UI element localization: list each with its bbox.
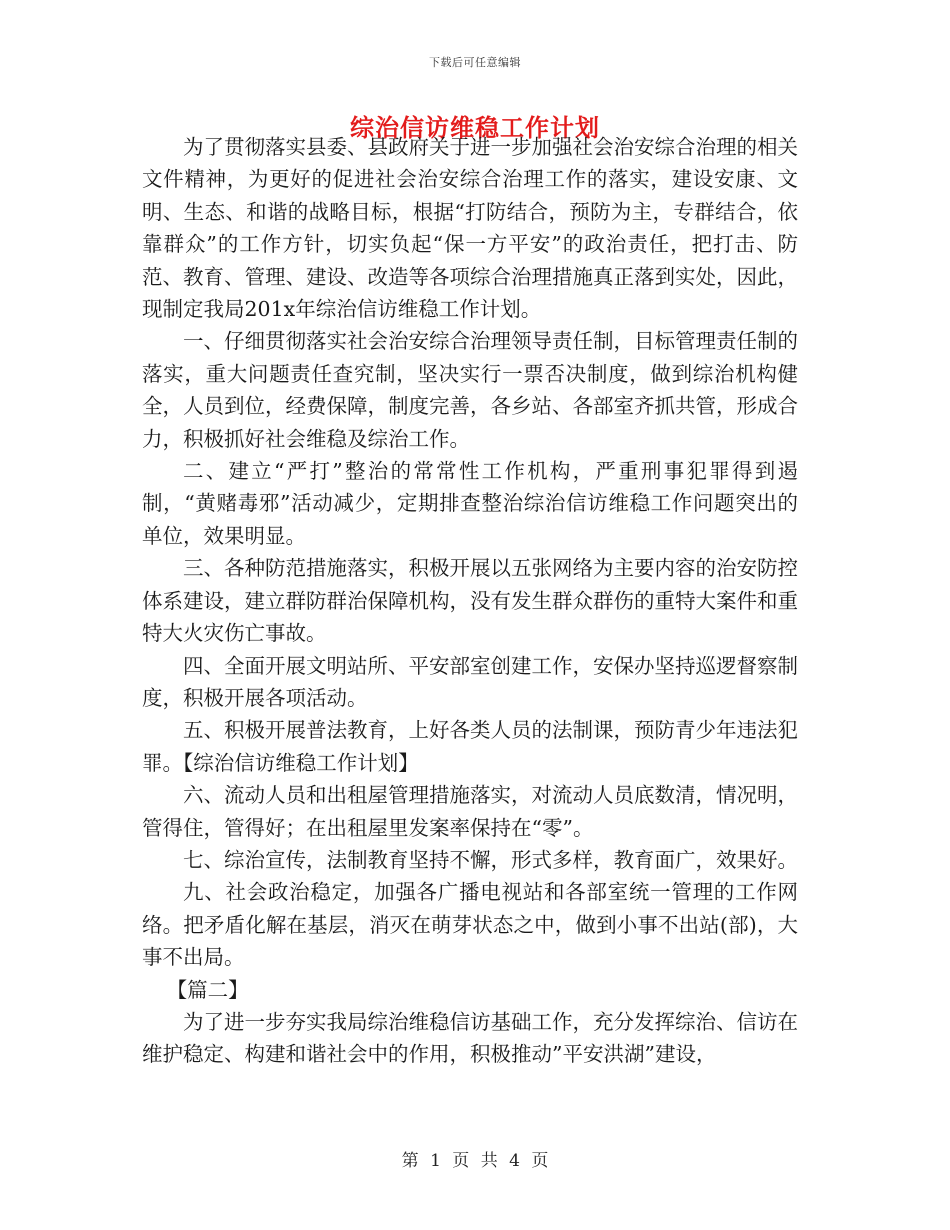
paragraph-item-1: 一、仔细贯彻落实社会治安综合治理领导责任制，目标管理责任制的落实，重大问题责任查究制，坚决实行一票否决制度，做到综治机构健全，人员到位，经费保障，制度完善，各乡站、各部室齐抓共管，形成合力，积极抓好社会维稳及综治工作。 <box>142 329 798 451</box>
page-number-footer: 第 1 页 共 4 页 <box>401 1151 549 1171</box>
paragraph-intro: 为了贯彻落实县委、县政府关于进一步加强社会治安综合治理的相关文件精神，为更好的促进社会治安综合治理工作的落实，建设安康、文明、生态、和谐的战略目标，根据“打防结合，预防为主，专群结合，依靠群众”的工作方针，切实负起“保一方平安”的政治责任，把打击、防范、教育、管理、建设、改造等各项综合治理措施真正落到实处，因此，现制定我局201x年综治信访维稳工作计划。 <box>142 135 798 322</box>
paragraph-item-9: 九、社会政治稳定，加强各广播电视站和各部室统一管理的工作网络。把矛盾化解在基层，消灭在萌芽状态之中，做到小事不出站(部)，大事不出局。 <box>142 880 798 970</box>
paragraph-item-3: 三、各种防范措施落实，积极开展以五张网络为主要内容的治安防控体系建设，建立群防群治保障机构，没有发生群众群伤的重特大案件和重特大火灾伤亡事故。 <box>142 556 798 646</box>
section-heading-part-two: 【篇二】 <box>166 977 249 1002</box>
paragraph-item-7: 七、综治宣传，法制教育坚持不懈，形式多样，教育面广，效果好。 <box>183 847 798 872</box>
paragraph-item-4: 四、全面开展文明站所、平安部室创建工作，安保办坚持巡逻督察制度，积极开展各项活动。 <box>142 653 798 710</box>
paragraph-item-5: 五、积极开展普法教育，上好各类人员的法制课，预防青少年违法犯罪。【综治信访维稳工作计划】 <box>142 718 798 775</box>
paragraph-part-two-intro: 为了进一步夯实我局综治维稳信访基础工作，充分发挥综治、信访在维护稳定、构建和谐社会中的作用，积极推动”平安洪湖”建设， <box>142 1009 798 1067</box>
document-title: 综治信访维稳工作计划 <box>350 114 600 142</box>
paragraph-item-6: 六、流动人员和出租屋管理措施落实，对流动人员底数清，情况明，管得住，管得好；在出租屋里发案率保持在“零”。 <box>142 783 798 840</box>
document-body <box>142 131 798 1071</box>
header-note: 下载后可任意编辑 <box>429 56 521 69</box>
paragraph-item-2: 二、建立“严打”整治的常常性工作机构，严重刑事犯罪得到遏制，“黄赌毒邪”活动减少，定期排查整治综治信访维稳工作问题突出的单位，效果明显。 <box>142 459 798 548</box>
